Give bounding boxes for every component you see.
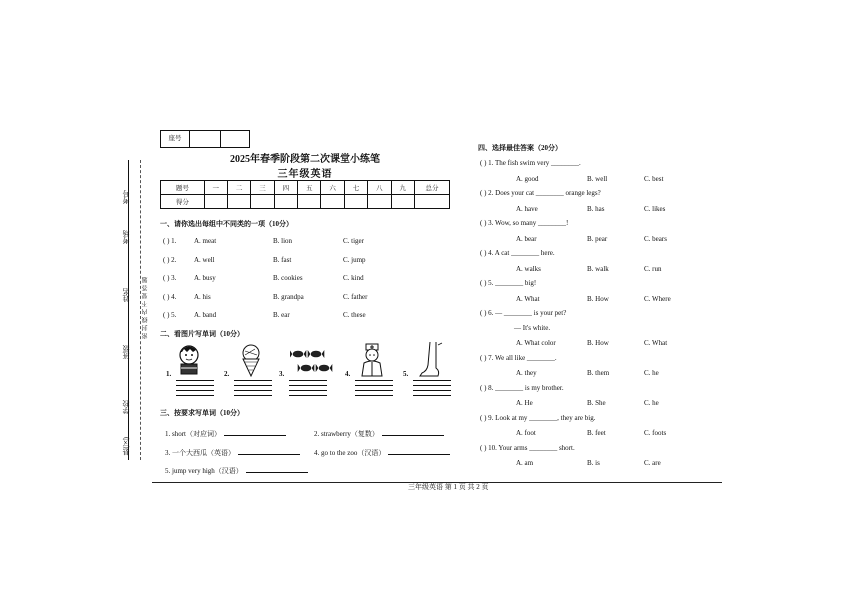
score-table-score-row xyxy=(161,195,450,209)
writing-lines[interactable] xyxy=(289,376,327,396)
option-a: A. What color xyxy=(516,339,556,347)
score-table-cell: 总分 xyxy=(415,181,450,195)
answer-blank[interactable] xyxy=(382,428,444,436)
candies-icon xyxy=(290,348,334,376)
score-table-cell: 二 xyxy=(227,181,250,195)
writing-line xyxy=(289,391,327,396)
score-cell[interactable] xyxy=(298,195,321,209)
question-number: ( ) 3. xyxy=(163,274,177,282)
score-table-cell: 四 xyxy=(274,181,297,195)
score-table-cell: 五 xyxy=(298,181,321,195)
word-task-text: 3. 一个大西瓜（英语） xyxy=(165,449,235,457)
mc-question: ( ) 3. Wow, so many ________! xyxy=(480,219,569,227)
option-b: B. grandpa xyxy=(273,292,304,301)
score-table-cell: 七 xyxy=(344,181,367,195)
option-b: B. ear xyxy=(273,311,290,319)
option-a: A. well xyxy=(194,255,215,264)
mc-question: ( ) 5. ________ big! xyxy=(480,279,537,287)
option-b: B. is xyxy=(587,459,600,467)
word-task xyxy=(165,465,308,476)
option-c: C. kind xyxy=(343,274,364,282)
exam-title: 2025年春季阶段第二次课堂小练笔 xyxy=(230,154,380,165)
option-a: A. good xyxy=(516,174,539,183)
subject-title: 三年级英语 xyxy=(277,169,333,180)
option-a: A. am xyxy=(516,459,534,467)
class-label: 班级 xyxy=(122,345,130,359)
question-number: ( ) 2. xyxy=(163,255,177,264)
score-table-cell: 六 xyxy=(321,181,344,195)
section1-title: 一、请你选出每组中不同类的一项（10分） xyxy=(160,220,293,228)
option-b: B. fast xyxy=(273,255,292,264)
option-a: A. his xyxy=(194,292,211,301)
picture-number: 1. xyxy=(166,370,172,378)
score-table-cell: 九 xyxy=(391,181,415,195)
mc-question: ( ) 10. Your arms ________ short. xyxy=(480,443,575,452)
exam-room-label: 考场 xyxy=(122,230,130,244)
option-a: A. band xyxy=(194,311,217,319)
option-b: B. them xyxy=(587,369,610,377)
mc-question-reply: — It's white. xyxy=(514,324,551,332)
score-table-cell: 一 xyxy=(204,181,227,195)
option-c: C. jump xyxy=(343,255,366,264)
score-table-header-row xyxy=(161,181,450,195)
option-a: A. meat xyxy=(194,237,217,245)
picture-number: 2. xyxy=(224,370,230,378)
option-c: C. are xyxy=(644,459,661,467)
school-label: 学校 xyxy=(122,400,130,414)
option-b: B. She xyxy=(587,399,606,407)
word-task-text: 1. short（对应词） xyxy=(165,430,221,438)
picture-number: 4. xyxy=(345,370,351,378)
score-cell[interactable] xyxy=(227,195,250,209)
score-table-cell: 题号 xyxy=(161,181,205,195)
score-row-label: 得分 xyxy=(161,195,205,209)
question-number: ( ) 5. xyxy=(163,311,177,319)
option-b: B. How xyxy=(587,294,609,303)
word-task-text: 2. strawberry（复数） xyxy=(314,430,379,438)
writing-lines[interactable] xyxy=(355,376,393,396)
mc-question: ( ) 8. ________ is my brother. xyxy=(480,383,564,392)
option-c: C. likes xyxy=(644,204,666,213)
mc-question: ( ) 6. — ________ is your pet? xyxy=(480,309,567,317)
section3-title: 三、按要求写单词（10分） xyxy=(160,409,244,417)
word-task xyxy=(165,428,286,439)
mc-question: ( ) 1. The fish swim very ________. xyxy=(480,159,581,167)
word-task xyxy=(314,428,444,439)
word-task-text: 4. go to the zoo（汉语） xyxy=(314,449,386,457)
picture-number: 5. xyxy=(403,370,409,378)
score-table-cell: 八 xyxy=(368,181,391,195)
option-a: A. He xyxy=(516,399,533,407)
exam-no-label: 考号 xyxy=(122,190,130,204)
option-c: C. bears xyxy=(644,234,667,243)
boy-icon xyxy=(176,343,202,375)
option-c: C. foots xyxy=(644,429,667,437)
score-table-cell: 三 xyxy=(251,181,274,195)
doctor-icon xyxy=(359,343,385,377)
picture-number: 3. xyxy=(279,370,285,378)
option-b: B. pear xyxy=(587,234,608,243)
answer-blank[interactable] xyxy=(246,465,308,473)
option-b: B. How xyxy=(587,339,609,347)
name-label: 姓名 xyxy=(122,288,130,302)
option-c: C. tiger xyxy=(343,237,364,245)
question-number: ( ) 4. xyxy=(163,292,177,301)
option-a: A. they xyxy=(516,369,537,377)
score-cell[interactable] xyxy=(321,195,344,209)
option-c: C. best xyxy=(644,174,664,183)
question-number: ( ) 1. xyxy=(163,237,177,245)
writing-line xyxy=(355,391,393,396)
seat-label: 座号 xyxy=(161,131,190,147)
county-label: 县(区) xyxy=(122,437,130,456)
binding-answer-line xyxy=(128,160,129,460)
option-a: A. bear xyxy=(516,234,537,243)
option-c: C. father xyxy=(343,292,368,301)
option-c: C. he xyxy=(644,399,659,407)
answer-blank[interactable] xyxy=(224,428,286,436)
ice-cream-icon xyxy=(240,343,262,377)
option-a: A. busy xyxy=(194,274,216,282)
page-footer: 三年级英语 第 1 页 共 2 页 xyxy=(408,483,489,491)
option-a: A. What xyxy=(516,294,540,303)
option-b: B. lion xyxy=(273,237,293,245)
word-task-text: 5. jump very high（汉语） xyxy=(165,467,243,475)
seal-warning: 密封线内不要答题 xyxy=(143,275,149,339)
answer-blank[interactable] xyxy=(388,447,450,455)
option-b: B. cookies xyxy=(273,274,303,282)
mc-question: ( ) 9. Look at my ________, they are big. xyxy=(480,413,596,422)
seat-cell[interactable] xyxy=(221,131,249,147)
word-task xyxy=(165,447,300,458)
leg-icon xyxy=(418,341,444,379)
section2-title: 二、看图片写单词（10分） xyxy=(160,330,244,338)
option-a: A. foot xyxy=(516,429,536,437)
writing-lines[interactable] xyxy=(413,376,451,396)
writing-line xyxy=(176,391,214,396)
mc-question: ( ) 2. Does your cat ________ orange legs? xyxy=(480,189,601,197)
score-table xyxy=(160,180,450,209)
score-cell[interactable] xyxy=(344,195,367,209)
seat-number-box xyxy=(160,130,250,148)
score-cell[interactable] xyxy=(274,195,297,209)
writing-lines[interactable] xyxy=(234,376,272,396)
writing-lines[interactable] xyxy=(176,376,214,396)
option-c: C. run xyxy=(644,264,662,273)
seat-cell[interactable] xyxy=(190,131,221,147)
score-cell[interactable] xyxy=(204,195,227,209)
option-b: B. has xyxy=(587,204,605,213)
option-c: C. these xyxy=(343,311,366,319)
option-a: A. walks xyxy=(516,264,541,273)
score-cell[interactable] xyxy=(415,195,450,209)
score-cell[interactable] xyxy=(391,195,415,209)
option-c: C. Where xyxy=(644,294,671,303)
score-cell[interactable] xyxy=(368,195,391,209)
word-task xyxy=(314,447,450,458)
mc-question: ( ) 7. We all like ________. xyxy=(480,353,557,362)
option-b: B. feet xyxy=(587,429,606,437)
mc-question: ( ) 4. A cat ________ here. xyxy=(480,249,555,257)
writing-line xyxy=(413,391,451,396)
option-b: B. walk xyxy=(587,264,609,273)
section4-title: 四、选择最佳答案（20分） xyxy=(478,144,562,152)
option-c: C. What xyxy=(644,339,668,347)
answer-blank[interactable] xyxy=(238,447,300,455)
writing-line xyxy=(234,391,272,396)
score-cell[interactable] xyxy=(251,195,274,209)
option-a: A. have xyxy=(516,204,538,213)
option-b: B. well xyxy=(587,174,608,183)
option-c: C. he xyxy=(644,369,659,377)
